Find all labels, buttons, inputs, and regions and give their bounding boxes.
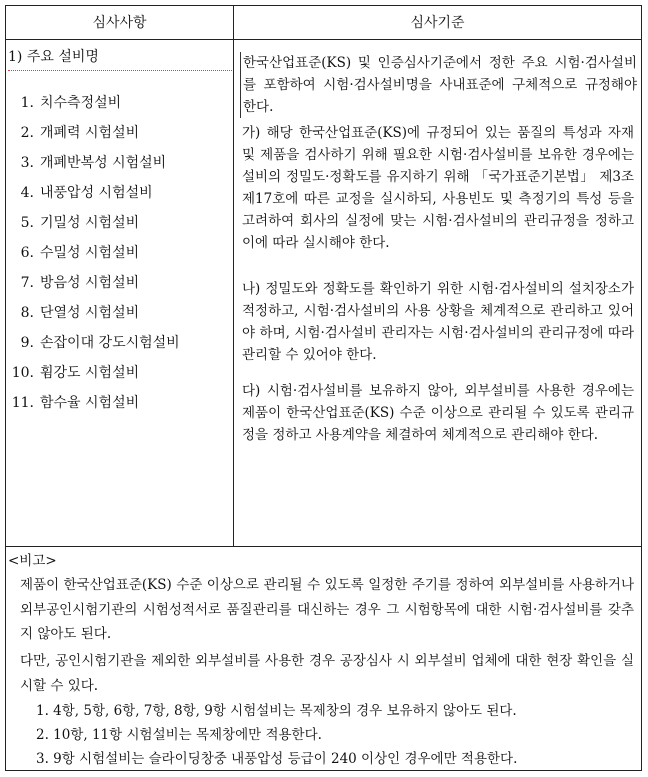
list-item bbox=[6, 268, 180, 298]
clause-text: 시험·검사설비를 보유하지 않아, 외부설비를 사용한 경우에는 제품이 한국산업표준(KS) 수준 이상으로 관리될 수 있도록 관리규정을 정하고 사용계약을 체결하여 체계적으로 관리해야 한다. bbox=[242, 383, 634, 443]
remarks-note: 1. 4항, 5항, 6항, 7항, 8항, 9항 시험설비는 목제창의 경우 보유하지 않아도 된다. bbox=[36, 703, 517, 719]
inspection-table bbox=[5, 5, 642, 771]
remarks-paragraph-2: 다만, 공인시험기관을 제외한 외부설비를 사용한 경우 공장심사 시 외부설비 업체에 대한 현장 확인을 실시할 수 있다. bbox=[20, 653, 634, 694]
clause-marker: 나) bbox=[242, 281, 261, 297]
list-item bbox=[6, 298, 180, 328]
section-title: 1) 주요 설비명 bbox=[8, 46, 232, 71]
item-number: 1. bbox=[20, 95, 34, 111]
inspection-items-cell bbox=[6, 40, 234, 546]
criteria-clause-ga bbox=[242, 122, 634, 254]
item-label: 내풍압성 시험설비 bbox=[40, 185, 153, 201]
criteria-clause-da bbox=[242, 380, 634, 446]
header-inspection-items: 심사사항 bbox=[6, 6, 234, 40]
item-label: 함수율 시험설비 bbox=[40, 395, 140, 411]
remarks-note: 2. 10항, 11항 시험설비는 목제창에만 적용한다. bbox=[36, 727, 322, 743]
list-item bbox=[6, 328, 180, 358]
item-label: 휨강도 시험설비 bbox=[40, 365, 140, 381]
item-label: 개폐반복성 시험설비 bbox=[40, 155, 167, 171]
list-item bbox=[6, 118, 180, 148]
item-number: 3. bbox=[20, 155, 34, 171]
remarks-title: <비고> bbox=[8, 553, 57, 569]
inspection-criteria-cell bbox=[234, 40, 641, 546]
equipment-list bbox=[6, 88, 180, 418]
item-number: 6. bbox=[20, 245, 34, 261]
item-label: 수밀성 시험설비 bbox=[40, 245, 140, 261]
item-label: 손잡이대 강도시험설비 bbox=[40, 335, 180, 351]
item-label: 개폐력 시험설비 bbox=[40, 125, 140, 141]
item-label: 치수측정설비 bbox=[40, 95, 122, 111]
header-inspection-criteria: 심사기준 bbox=[234, 6, 641, 40]
item-number: 9. bbox=[20, 335, 34, 351]
item-number: 8. bbox=[20, 305, 34, 321]
remarks-note: 3. 9항 시험설비는 슬라이딩창중 내풍압성 등급이 240 이상인 경우에만 적용한다. bbox=[36, 751, 518, 767]
list-item bbox=[6, 238, 180, 268]
criteria-intro: 한국산업표준(KS) 및 인증심사기준에서 정한 주요 시험·검사설비를 포함하여 시험·검사설비명을 사내표준에 구체적으로 규정해야 한다. bbox=[240, 52, 637, 118]
remarks-paragraph-1: 제품이 한국산업표준(KS) 수준 이상으로 관리될 수 있도록 일정한 주기를 정하여 외부설비를 사용하거나 외부공인시험기관의 시험성적서로 품질관리를 대신하는 경우 그 시험항목에 대한 시험·검사설비를 갖추지 않아도 된다. bbox=[20, 577, 634, 642]
item-number: 5. bbox=[20, 215, 34, 231]
list-item bbox=[6, 358, 180, 388]
item-number: 4. bbox=[20, 185, 34, 201]
clause-text: 해당 한국산업표준(KS)에 규정되어 있는 품질의 특성과 자재 및 제품을 검사하기 위해 필요한 시험·검사설비를 보유한 경우에는 설비의 정밀도·정확도를 유지하기 위해 「국가표준기본법」 제3조제17호에 따른 교정을 실시하되, 사용빈도 및 측정기의 특성 등을 고려하여 회사의 실정에 맞는 시험·검사설비의 관리규정을 정하고 이에 따라 실시해야 한다. bbox=[242, 125, 635, 251]
list-item bbox=[6, 178, 180, 208]
list-item bbox=[6, 88, 180, 118]
item-number: 10. bbox=[11, 365, 34, 381]
list-item bbox=[6, 208, 180, 238]
criteria-clause-na bbox=[242, 278, 634, 366]
clause-text: 정밀도와 정확도를 확인하기 위한 시험·검사설비의 설치장소가 적정하고, 시험·검사설비의 사용 상황을 체계적으로 관리하고 있어야 하며, 시험·검사설비 관리자는 시험·검사설비의 관리규정에 따라 관리할 수 있어야 한다. bbox=[242, 281, 634, 363]
list-item bbox=[6, 388, 180, 418]
list-item bbox=[6, 148, 180, 178]
clause-marker: 가) bbox=[242, 125, 261, 141]
item-label: 단열성 시험설비 bbox=[40, 305, 140, 321]
item-number: 11. bbox=[11, 395, 34, 411]
item-number: 7. bbox=[20, 275, 34, 291]
item-number: 2. bbox=[20, 125, 34, 141]
item-label: 방음성 시험설비 bbox=[40, 275, 140, 291]
item-label: 기밀성 시험설비 bbox=[40, 215, 140, 231]
remarks-cell bbox=[6, 546, 641, 770]
clause-marker: 다) bbox=[242, 383, 261, 399]
